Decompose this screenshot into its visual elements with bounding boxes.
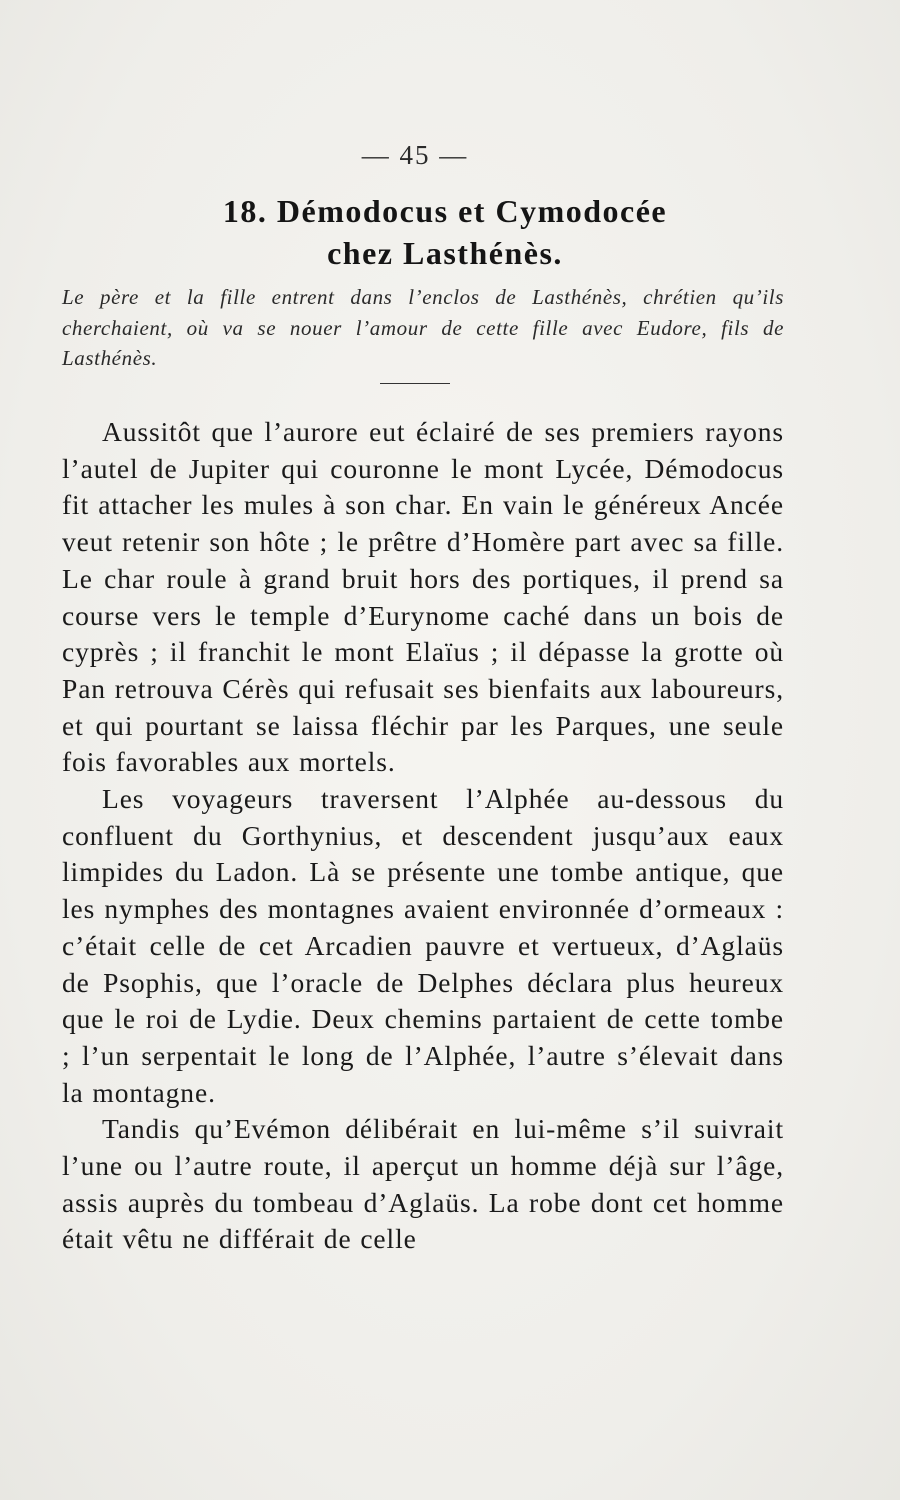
page-number: — 45 — [361, 140, 469, 170]
paragraph-1: Aussitôt que l’aurore eut éclairé de ses premiers rayons l’autel de Jupiter qui couronne le mont Lycée, Démodocus fit attacher les mules à son char. En vain le généreux Ancée veut retenir son hôte ; le prêtre d’Homère part avec sa fille. Le char roule à grand bruit hors des portiques, il prend sa course vers le temple d’Eurynome caché dans un bois de cyprès ; il franchit le mont Elaïus ; il dépasse la grotte où Pan retrouva Cérès qui refusait ses bienfaits aux laboureurs, et qui pourtant se laissa fléchir par les Parques, une seule fois favorables aux mortels. [62, 416, 784, 778]
chapter-title-line-2: chez Lasthénès. [327, 235, 563, 271]
chapter-title [60, 190, 830, 274]
separator-rule [380, 383, 450, 384]
paragraph-3: Tandis qu’Evémon délibérait en lui-même s’il suivrait l’une ou l’autre route, il aperçut un homme déjà sur l’âge, assis auprès du tombeau d’Aglaüs. La robe dont cet homme était vêtu ne différait de celle [62, 1113, 784, 1255]
paragraph-2: Les voyageurs traversent l’Alphée au-dessous du confluent du Gorthynius, et descendent jusqu’aux eaux limpides du Ladon. Là se présente une tombe antique, que les nymphes des montagnes avaient environnée d’ormeaux : c’était celle de cet Arcadien pauvre et vertueux, d’Aglaüs de Psophis, que l’oracle de Delphes déclara plus heureux que le roi de Lydie. Deux chemins partaient de cette tombe ; l’un serpentait le long de l’Alphée, l’autre s’élevait dans la montagne. [62, 783, 784, 1108]
chapter-summary: Le père et la fille entrent dans l’enclos de Lasthénès, chrétien qu’ils cherchaient, où va se nouer l’amour de cette fille avec Eudore, fils de Lasthénès. [62, 285, 784, 370]
chapter-title-line-1: 18. Démodocus et Cymodocée [222, 193, 668, 229]
body-text [62, 414, 784, 1258]
